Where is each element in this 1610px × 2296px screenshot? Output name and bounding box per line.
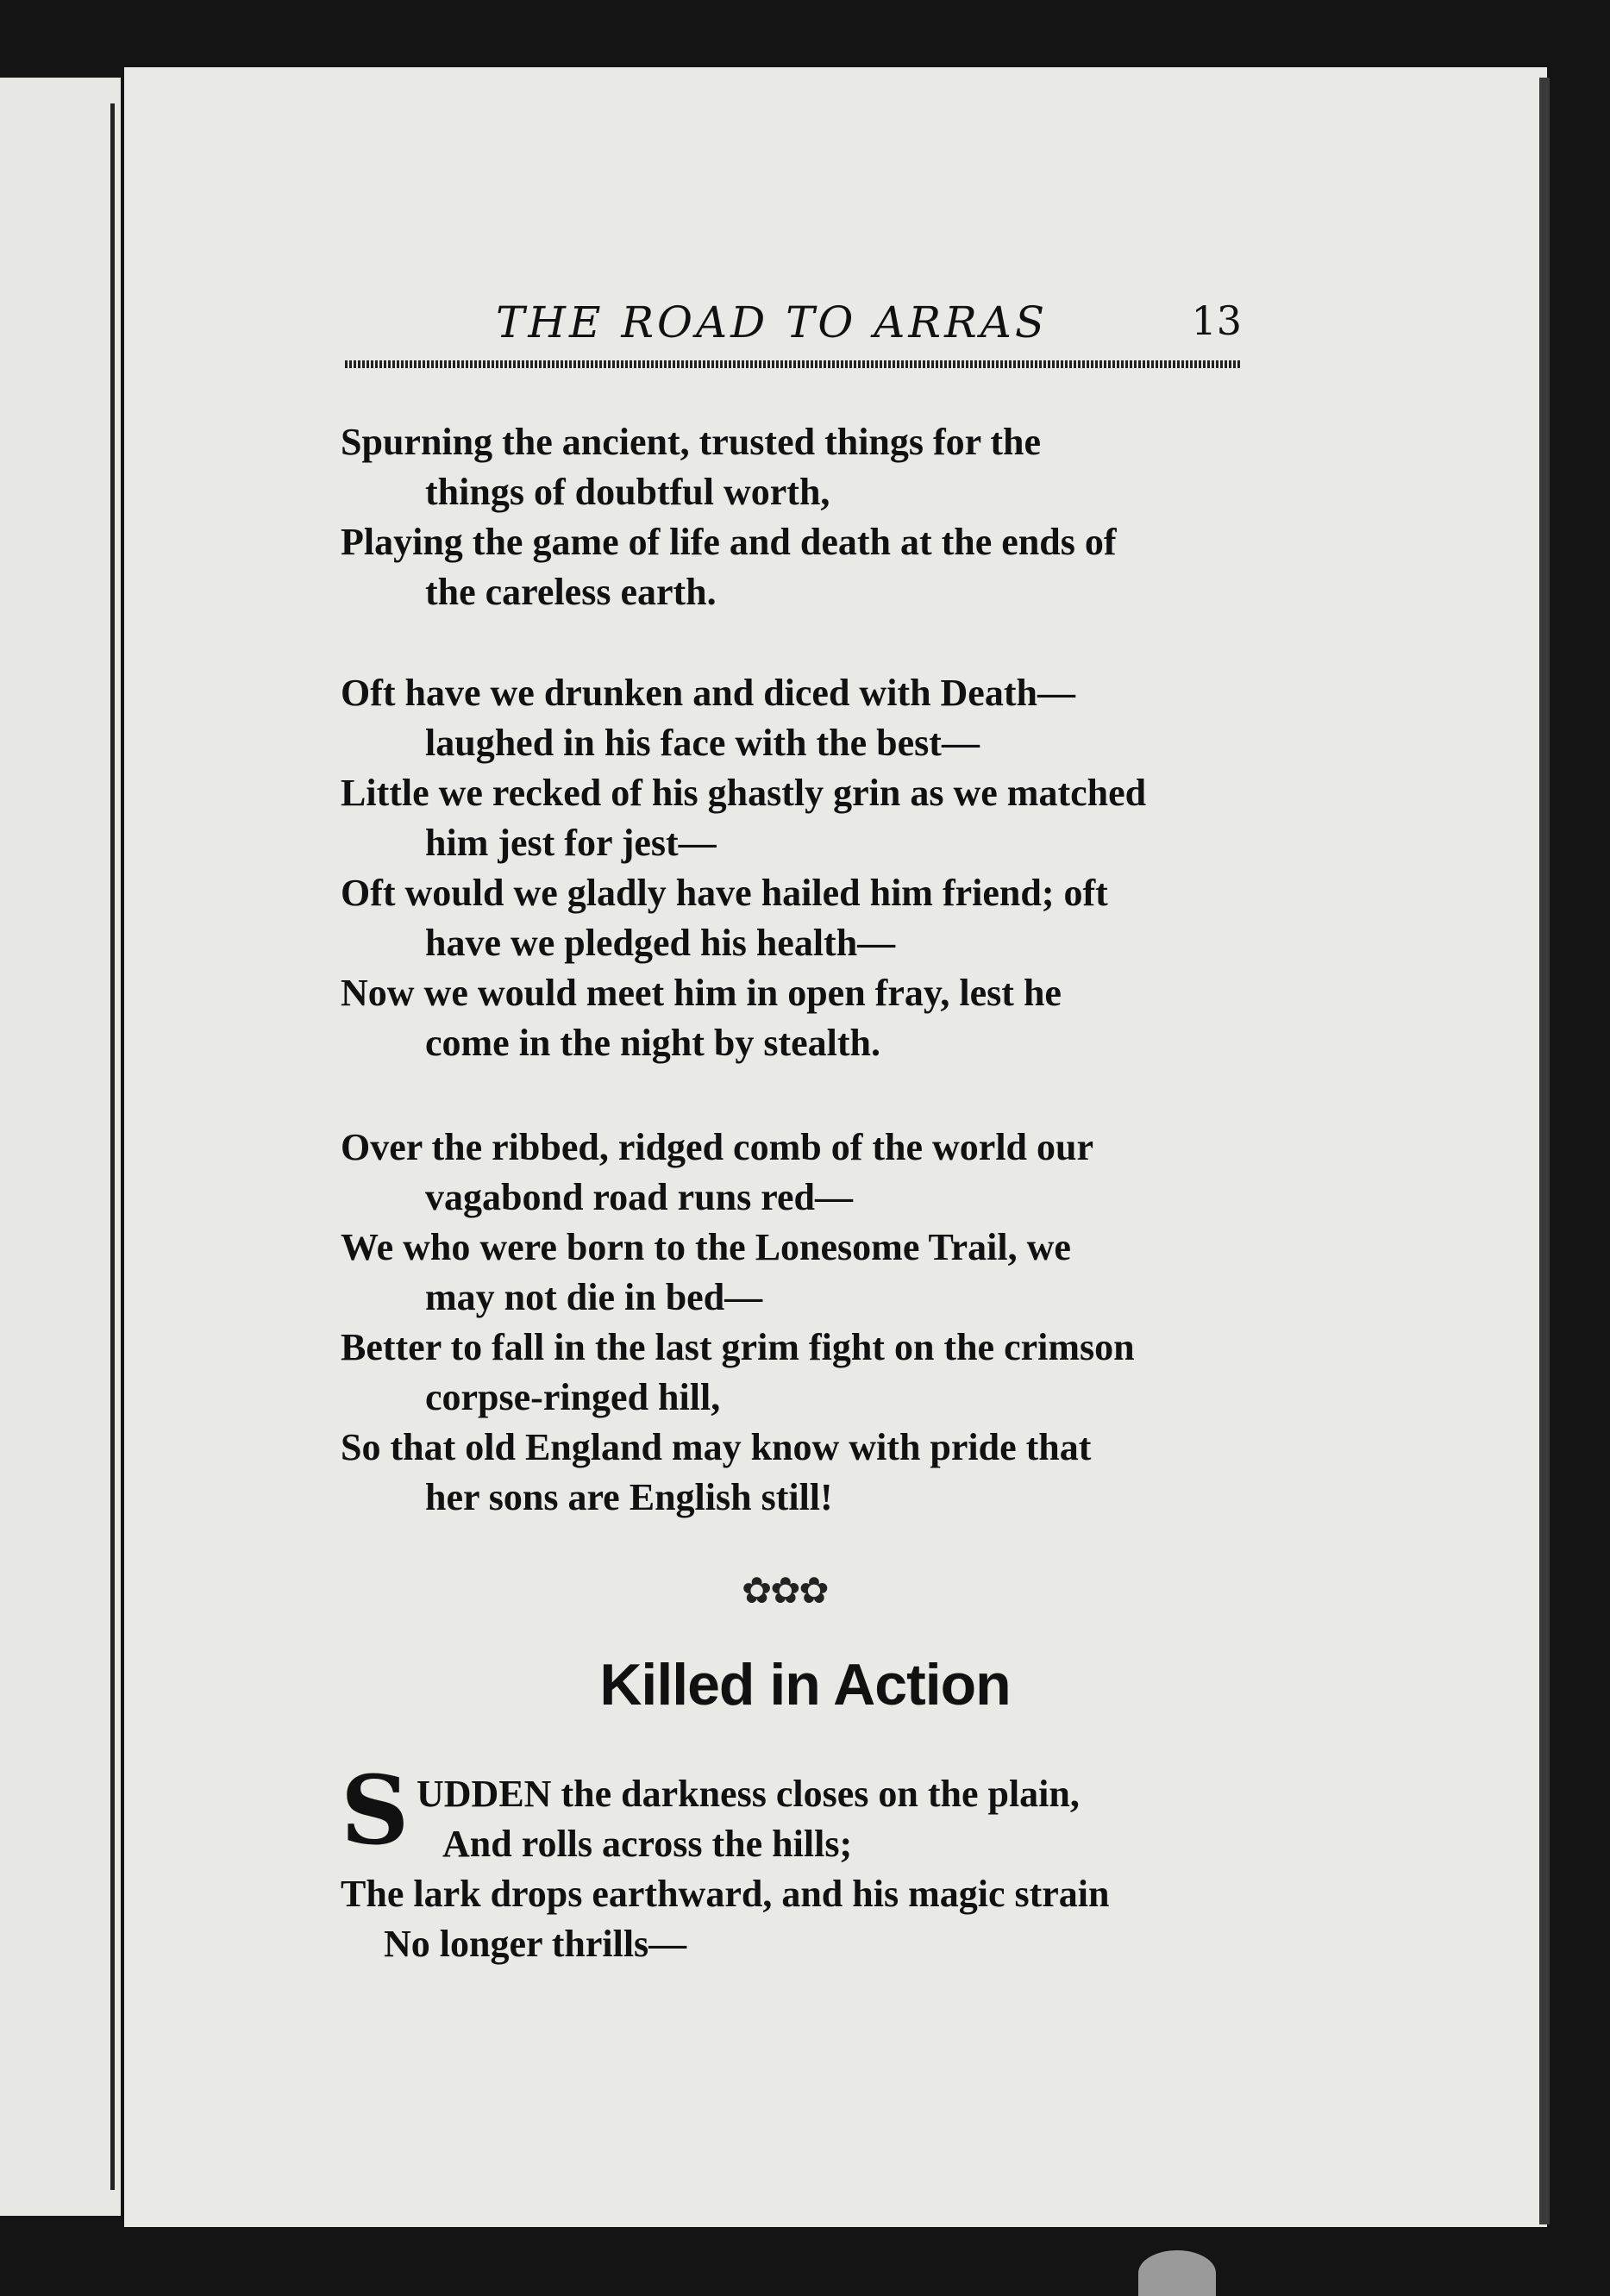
poem-line: Playing the game of life and death at the ends of [341,521,1117,563]
running-title: THE ROAD TO ARRAS [496,297,1049,347]
fleuron-ornament: ✿✿✿ [742,1569,828,1611]
poem-line: laughed in his face with the best— [425,722,980,764]
poem-line: come in the night by stealth. [425,1022,880,1064]
poem-line: The lark drops earthward, and his magic strain [341,1873,1110,1915]
poem-line: the careless earth. [425,571,717,613]
stanza [341,417,1246,617]
poem-line: And rolls across the hills; [442,1823,853,1865]
page-edge-shadow [1539,78,1550,2224]
stanza [341,1123,1246,1523]
poem-line: vagabond road runs red— [425,1176,853,1218]
poem-line: We who were born to the Lonesome Trail, we [341,1226,1071,1268]
drop-cap: S [341,1755,410,1866]
poem-line: Now we would meet him in open fray, lest he [341,972,1062,1014]
poem-line: Better to fall in the last grim fight on the crimson [341,1326,1135,1368]
poem-line: things of doubtful worth, [425,471,830,513]
running-header [345,297,1242,349]
poem-line: No longer thrills— [384,1923,687,1965]
poem-line: corpse-ringed hill, [425,1376,721,1418]
poem-line: Spurning the ancient, trusted things for the [341,421,1042,463]
stanza [341,668,1246,1068]
poem-line: Over the ribbed, ridged comb of the world our [341,1126,1094,1168]
poem-line: Oft have we drunken and diced with Death— [341,672,1075,714]
binding-gutter [110,103,115,2190]
header-rule [345,360,1242,368]
poem-line: may not die in bed— [425,1276,763,1318]
poem-line: her sons are English still! [425,1476,833,1518]
poem-line: Oft would we gladly have hailed him friend; oft [341,872,1108,914]
poem-line: So that old England may know with pride that [341,1426,1092,1468]
poem-line: him jest for jest— [425,822,717,864]
section-title: Killed in Action [599,1652,1011,1717]
poem-line: have we pledged his health— [425,922,896,964]
facing-page-edge [0,78,121,2216]
poem-line: UDDEN the darkness closes on the plain, [417,1773,1080,1815]
poem-line: Little we recked of his ghastly grin as we matched [341,772,1147,814]
new-poem [341,1769,1246,1969]
scan-blemish [1138,2250,1216,2296]
page-number: 13 [1191,297,1242,344]
